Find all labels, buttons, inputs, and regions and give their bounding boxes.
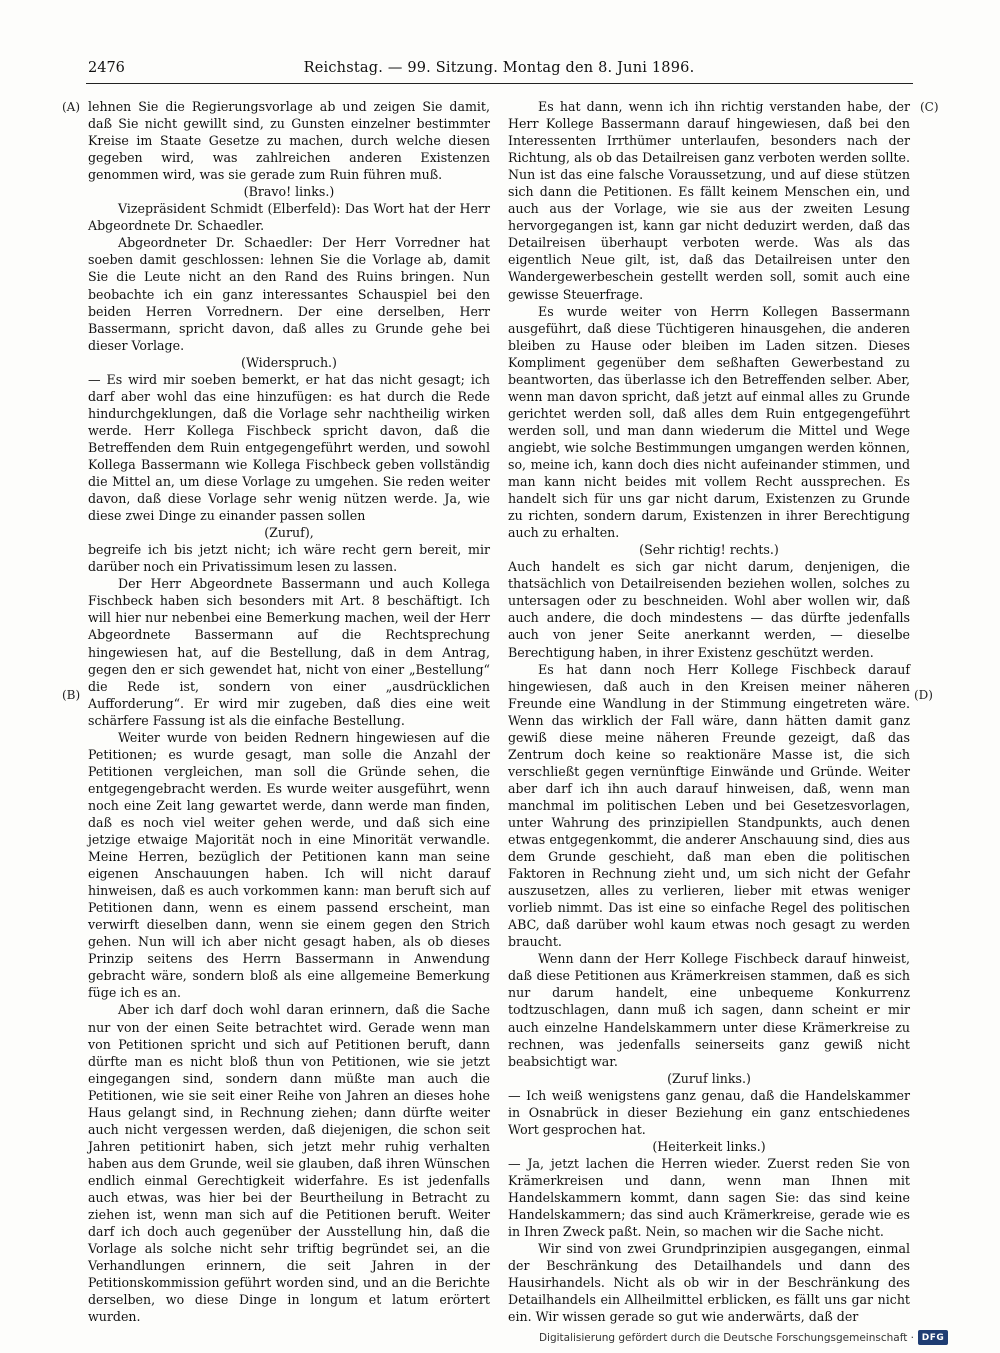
paragraph: Aber ich darf doch wohl daran erinnern, daß die Sache nur von der einen Seite betrachtet wird. Gerade wenn man von Petitionen spricht und sich auf Petitionen beruft, dann dürfte man es nicht bloß thun von Petitionen, wie sie jetzt eingegangen sind, sondern dann müßte man auch die Petitionen, wie sie seit einer Reihe von Jahren an dieses hohe Haus gelangt sind, in Rechnung ziehen; dann dürfte weiter auch nicht vergessen werden, daß diejenigen, die schon seit Jahren petitionirt haben, sich jetzt mehr ruhig verhalten haben aus dem Grunde, weil sie glauben, daß ihren Wünschen endlich einmal Gerechtigkeit widerfahre. Es ist jedenfalls auch etwas, was hier bei der Beurtheilung in Betracht zu ziehen ist, wenn man sich auf die Petitionen beruft. Weiter darf ich doch auch gegenüber der Ausstellung hin, daß die Vorlage als solche nicht sehr triftig begründet sei, an die Verhandlungen erinnern, die seit Jahren in der Petitionskommission geführt worden sind, und an die Berichte derselben, wo diese Dinge in longum et latum erörtert wurden. — [88, 1002, 490, 1325]
interjection: (Bravo! links.) — [243, 184, 335, 200]
page-number: 2476 — [88, 60, 125, 76]
interjection: (Sehr richtig! rechts.) — [639, 542, 779, 558]
margin-marker-d: (D) — [914, 688, 933, 702]
margin-marker-a: (A) — [62, 100, 81, 114]
page-title: Reichstag. — 99. Sitzung. Montag den 8. Juni 1896. — [303, 60, 695, 76]
paragraph: Weiter wurde von beiden Rednern hingewiesen auf die Petitionen; es wurde gesagt, man solle die Anzahl der Petitionen vergleichen, man soll die Gründe sehen, die entgegengebracht werden. Es wurde weiter ausgeführt, wenn noch eine Zeit lang gewartet werde, dann werde man finden, daß es noch viel weiter gehen werde, und daß sich eine jetzige etwaige Majorität noch in eine Minorität verwandle. Meine Herren, bezüglich der Petitionen kann man seine eigenen Anschauungen haben. Ich will nicht darauf hinweisen, daß es auch vorkommen kann: man beruft sich auf Petitionen dann, wenn es einem passend erscheint, man verwirft dieselben dann, wenn sie einem gegen den Strich gehen. Nun will ich aber nicht gesagt haben, als ob dieses Prinzip seitens des Herrn Bassermann in Anwendung gebracht wäre, sondern bloß als eine allgemeine Bemerkung füge ich es an. — [88, 729, 490, 1001]
speaker-intro: Vizepräsident Schmidt (Elberfeld): Das Wort hat der Herr Abgeordnete Dr. Schaedler. — [88, 201, 490, 234]
header-rule — [86, 83, 913, 84]
dfg-logo-text: DFG — [921, 1332, 945, 1343]
dfg-logo — [918, 1330, 948, 1345]
paragraph: lehnen Sie die Regierungsvorlage ab und zeigen Sie damit, daß Sie nicht gewillt sind, zu Gunsten einzelner bestimmter Kreise im Staate Gesetze zu machen, durch welche diesen gegeben wird, was zahlreichen anderen Existenzen genommen wird, was sie gerade zum Ruin führen muß. — [88, 99, 490, 183]
interjection: (Heiterkeit links.) — [652, 1138, 766, 1154]
credit-text: Digitalisierung gefördert durch die Deutsche Forschungsgemeinschaft · — [538, 1331, 914, 1344]
paragraph: Der Herr Abgeordnete Bassermann und auch Kollega Fischbeck haben sich besonders mit Art. 8 beschäftigt. Ich will hier nur nebenbei eine Bemerkung machen, weil der Herr Abgeordnete Bassermann auf die Rechtsprechung hingewiesen hat, auf die Bestellung, daß in dem Antrag, gegen den er sich gewendet hat, nicht von einer „Bestellung“ die Rede ist, sondern von einer „ausdrücklichen Aufforderung“. Er wird mir zugeben, daß dies eine weit schärfere Fassung ist als die einfache Bestellung. — [88, 576, 490, 728]
paragraph: — Ja, jetzt lachen die Herren wieder. Zuerst reden Sie von Krämerkreisen und dann, wenn man Ihnen mit Handelskammern kommt, dann sagen Sie: das sind keine Handelskammern; das sind auch Krämerkreise, gerade wie es in Ihren Zweck paßt. Nein, so machen wir die Sache nicht. — [508, 1155, 910, 1240]
interjection: (Zuruf), — [264, 525, 314, 541]
paragraph: Wir sind von zwei Grundprinzipien ausgegangen, einmal der Beschränkung des Detailhandels und dann des Hausirhandels. Nicht als ob wir in der Beschränkung des Detailhandels ein Allheilmittel erblicken, es fällt uns gar nicht ein. Wir wissen gerade so gut wie anderwärts, daß der — [508, 1241, 910, 1325]
left-column — [88, 98, 490, 1325]
interjection: (Widerspruch.) — [241, 354, 337, 370]
paragraph: Abgeordneter Dr. Schaedler: Der Herr Vorredner hat soeben damit geschlossen: lehnen Sie die Vorlage ab, damit Sie die Leute nicht an den Rand des Ruins bringen. Nun beobachte ich ein ganz interessantes Schauspiel bei den beiden Herren Vorrednern. Der eine derselben, Herr Bassermann, spricht davon, daß alles zu Grunde gehe bei dieser Vorlage. — [88, 235, 490, 353]
right-column — [508, 98, 910, 1325]
paragraph: — Es wird mir soeben bemerkt, er hat das nicht gesagt; ich darf aber wohl das eine hinzufügen: es hat durch die Rede hindurchgeklungen, daß die Vorlage sehr nachtheilig wirken werde. Herr Kollega Fischbeck spricht davon, daß die Betreffenden dem Ruin entgegengeführt werden, und sowohl Kollega Bassermann wie Kollega Fischbeck geben vollständig die Mittel an, um diese Vorlage zu umgehen. Sie reden weiter davon, daß diese Vorlage sehr wenig nützen werde. Ja, wie diese zwei Dinge zu einander passen sollen — [88, 371, 490, 524]
margin-marker-b: (B) — [62, 688, 81, 702]
interjection: (Zuruf links.) — [667, 1070, 751, 1086]
running-header — [88, 60, 910, 82]
digitization-credit — [539, 1330, 948, 1345]
paragraph: Es wurde weiter von Herrn Kollegen Bassermann ausgeführt, daß diese Tüchtigeren hinausgehen, die anderen bleiben zu Hause oder bleiben im Laden sitzen. Dieses Kompliment gegenüber dem seßhaften Gewerbestand zu beantworten, das überlasse ich den Betreffenden selber. Aber, wenn man davon spricht, daß jetzt auf einmal alles zu Grunde gerichtet werden soll, daß alles dem Ruin entgegengeführt werden soll, und man dann wiederum die Mittel und Wege angiebt, wie solche Bestimmungen umgangen werden können, so, meine ich, kann doch dies nicht aufeinander stimmen, und man kann nicht beides mit vollem Recht aussprechen. Es handelt sich für uns gar nicht darum, Existenzen zu Grunde zu richten, sondern darum, Existenzen in ihrer Berechtigung auch zu erhalten. — [508, 303, 910, 541]
margin-marker-c: (C) — [920, 100, 939, 114]
paragraph: Es hat dann noch Herr Kollege Fischbeck darauf hingewiesen, daß auch in den Kreisen meiner näheren Freunde eine Wandlung in der Stimmung eingetreten wäre. Wenn das wirklich der Fall wäre, dann hätten damit ganz gewiß diese meine näheren Freunde gezeigt, daß das Zentrum doch keine so reaktionäre Masse ist, die sich verschließt gegen vernünftige Einwände und Gründe. Weiter aber darf ich ihn auch darauf hinweisen, daß, wenn man manchmal im politischen Leben und bei Gesetzesvorlagen, unter Wahrung des prinzipiellen Standpunkts, auch denen etwas entgegenkommt, die anderer Anschauung sind, dies aus dem Grunde geschieht, daß man eben die politischen Faktoren in Rechnung zieht und, um sich nicht der Gefahr auszusetzen, alles zu verlieren, lieber mit etwas weniger vorlieb nimmt. Das ist eine so einfache Regel des politischen ABC, daß darüber wohl kaum etwas noch gesagt zu werden braucht. — [508, 661, 910, 950]
paragraph: Es hat dann, wenn ich ihn richtig verstanden habe, der Herr Kollege Bassermann darauf hingewiesen, daß bei den Interessenten Irrthümer unterlaufen, besonders nach der Richtung, als ob das Detailreisen ganz verboten werden sollte. Nun ist das eine falsche Voraussetzung, und auf diese stützen sich dann die Petitionen. Es fällt keinem Menschen ein, und auch aus der Vorlage, wie sie aus der zweiten Lesung hervorgegangen ist, kann gar nicht deduzirt werden, daß das Detailreisen überhaupt verboten werde. Was als das eigentlich Neue gilt, ist, daß das Detailreisen unter den Wandergewerbeschein gestellt werden soll, somit auch eine gewisse Steuerfrage. — [508, 99, 910, 302]
paragraph: — Ich weiß wenigstens ganz genau, daß die Handelskammer in Osnabrück in dieser Beziehung ein ganz entschiedenes Wort gesprochen hat. — [508, 1087, 910, 1137]
paragraph: Wenn dann der Herr Kollege Fischbeck darauf hinweist, daß diese Petitionen aus Krämerkreisen stammen, daß es sich nur darum handelt, eine unbequeme Konkurrenz todtzuschlagen, dann muß ich sagen, dann scheint er mir auch einzelne Handelskammern unter diese Krämerkreise zu rechnen, was jedenfalls seinerseits ganz gewiß nicht beabsichtigt war. — [508, 951, 910, 1069]
paragraph: begreife ich bis jetzt nicht; ich wäre recht gern bereit, mir darüber noch ein Privatissimum lesen zu lassen. — [88, 542, 490, 575]
paragraph: Auch handelt es sich gar nicht darum, denjenigen, die thatsächlich von Detailreisenden beziehen wollen, solches zu untersagen oder zu beschneiden. Wohl aber wollen wir, daß auch andere, die doch mindestens — das dürfte jedenfalls auch von jener Seite anerkannt werden, — dieselbe Berechtigung haben, in ihrer Existenz geschützt werden. — [508, 559, 910, 660]
